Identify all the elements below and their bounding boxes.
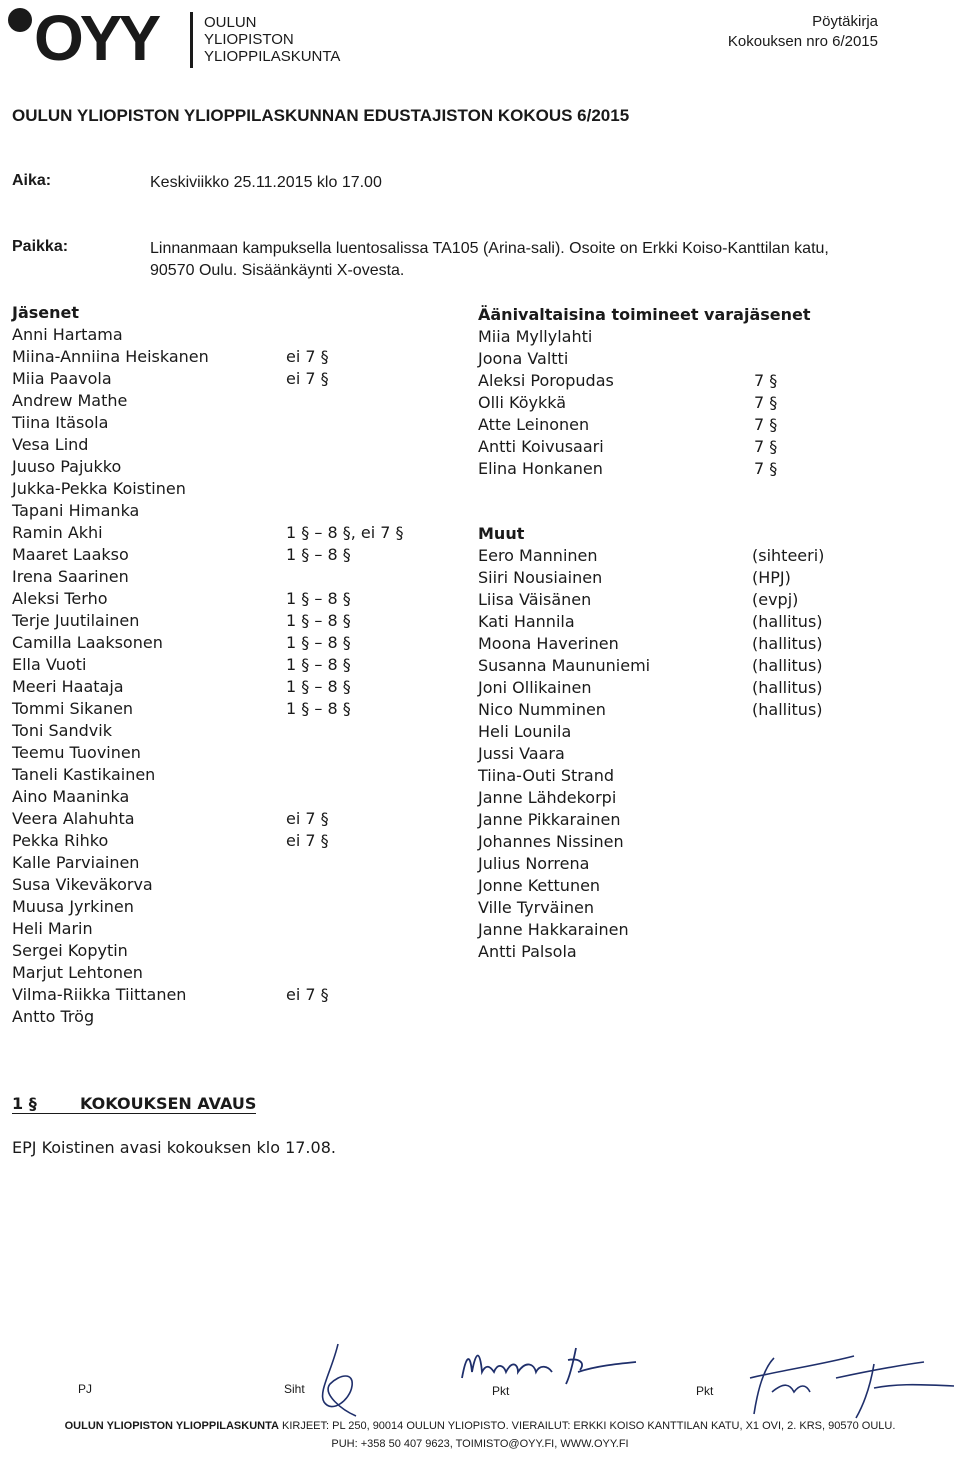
substitute-name: Olli Köykkä [478, 393, 567, 412]
section-number: 1 § [12, 1094, 80, 1114]
other-attendee-note: (hallitus) [752, 678, 823, 697]
other-attendee-note [752, 897, 824, 919]
substitute-note: 7 § [754, 459, 778, 478]
members-list [12, 302, 209, 1028]
footer-address-line [0, 1420, 960, 1432]
member-name: Taneli Kastikainen [12, 765, 156, 784]
signature-siht [300, 1340, 380, 1420]
document-title: OULUN YLIOPISTON YLIOPPILASKUNNAN EDUSTAJISTON KOKOUS 6/2015 [12, 106, 630, 125]
signature-pkt [724, 1348, 960, 1424]
time-value: Keskiviikko 25.11.2015 klo 17.00 [150, 174, 382, 191]
other-attendee-name: Tiina-Outi Strand [478, 766, 614, 785]
member-name: Tommi Sikanen [12, 699, 134, 718]
other-attendee-note [752, 941, 824, 963]
member-name: Aleksi Terho [12, 589, 108, 608]
member-name: Pekka Rihko [12, 831, 109, 850]
member-note [286, 720, 404, 742]
other-attendee-name: Janne Lähdekorpi [478, 788, 617, 807]
other-attendee-note: (sihteeri) [752, 546, 825, 565]
footer-contact: PUH: +358 50 407 9623, TOIMISTO@OYY.FI, WWW.OYY.FI [331, 1438, 629, 1450]
member-name: Aino Maaninka [12, 787, 130, 806]
member-note [286, 874, 404, 896]
substitutes-heading: Äänivaltaisina toimineet varajäsenet [478, 305, 811, 324]
substitute-name: Miia Myllylahti [478, 327, 593, 346]
document-type-label: Pöytäkirja [812, 13, 878, 30]
member-name: Camilla Laaksonen [12, 633, 163, 652]
member-note: 1 § – 8 § [286, 699, 351, 718]
substitute-name: Antti Koivusaari [478, 437, 604, 456]
other-attendee-note [752, 809, 824, 831]
member-note [286, 742, 404, 764]
other-attendee-name: Susanna Maununiemi [478, 656, 651, 675]
substitute-name: Joona Valtti [478, 349, 569, 368]
member-note: 1 § – 8 §, ei 7 § [286, 523, 404, 542]
other-attendee-name: Jonne Kettunen [478, 876, 601, 895]
document-type [728, 12, 878, 52]
other-attendee-note: (hallitus) [752, 612, 823, 631]
other-attendee-note [752, 853, 824, 875]
signature-label-siht: Siht [284, 1382, 305, 1396]
member-note [286, 434, 404, 456]
member-name: Muusa Jyrkinen [12, 897, 134, 916]
member-name: Irena Saarinen [12, 567, 129, 586]
other-attendee-note: (hallitus) [752, 700, 823, 719]
member-note [286, 962, 404, 984]
member-note [286, 786, 404, 808]
substitute-note: 7 § [754, 437, 778, 456]
substitute-name: Elina Honkanen [478, 459, 603, 478]
member-note: 1 § – 8 § [286, 611, 351, 630]
member-note: 1 § – 8 § [286, 677, 351, 696]
member-note: 1 § – 8 § [286, 655, 351, 674]
other-attendee-name: Johannes Nissinen [478, 832, 624, 851]
other-attendee-name: Nico Numminen [478, 700, 606, 719]
member-note: ei 7 § [286, 369, 329, 388]
other-attendee-note [752, 721, 824, 743]
member-note [286, 500, 404, 522]
substitute-note: 7 § [754, 415, 778, 434]
member-note [286, 852, 404, 874]
members-heading: Jäsenet [12, 303, 80, 322]
others-heading: Muut [478, 524, 525, 543]
member-name: Susa Vikeväkorva [12, 875, 153, 894]
member-name: Andrew Mathe [12, 391, 128, 410]
substitutes-notes [754, 326, 777, 480]
member-name: Anni Hartama [12, 325, 123, 344]
other-attendee-note: (evpj) [752, 590, 799, 609]
org-name-line: YLIOPISTON [204, 31, 294, 48]
member-name: Vilma-Riikka Tiittanen [12, 985, 187, 1004]
logo-emblem-icon [8, 8, 32, 32]
footer-address: KIRJEET: PL 250, 90014 OULUN YLIOPISTO. VIERAILUT: ERKKI KOISO KANTTILAN KATU, X1 OVI, 2. KRS, 90570 OULU. [282, 1420, 896, 1432]
other-attendee-note [752, 787, 824, 809]
other-attendee-name: Joni Ollikainen [478, 678, 592, 697]
member-name: Heli Marin [12, 919, 93, 938]
signature-label-pj: PJ [78, 1382, 93, 1396]
member-name: Terje Juutilainen [12, 611, 140, 630]
member-note: 1 § – 8 § [286, 633, 351, 652]
member-name: Tapani Himanka [12, 501, 140, 520]
member-note [286, 896, 404, 918]
member-name: Jukka-Pekka Koistinen [12, 479, 186, 498]
other-attendee-note: (HPJ) [752, 568, 791, 587]
section-text: EPJ Koistinen avasi kokouksen klo 17.08. [12, 1138, 336, 1157]
other-attendee-note [752, 875, 824, 897]
others-names [478, 545, 650, 963]
substitute-note: 7 § [754, 393, 778, 412]
place-label: Paikka: [12, 238, 69, 255]
other-attendee-name: Eero Manninen [478, 546, 598, 565]
other-attendee-name: Julius Norrena [478, 854, 590, 873]
other-attendee-note: (hallitus) [752, 634, 823, 653]
member-note: 1 § – 8 § [286, 545, 351, 564]
org-name [204, 14, 340, 65]
logo: OYY [34, 2, 158, 74]
members-names [12, 324, 209, 1028]
other-attendee-name: Janne Hakkarainen [478, 920, 629, 939]
other-attendee-name: Janne Pikkarainen [478, 810, 621, 829]
meeting-number: Kokouksen nro 6/2015 [727, 33, 878, 50]
other-attendee-note [752, 831, 824, 853]
member-name: Antto Trög [12, 1007, 95, 1026]
other-attendee-name: Heli Lounila [478, 722, 572, 741]
logo-divider [190, 12, 193, 68]
other-attendee-name: Ville Tyrväinen [478, 898, 595, 917]
member-name: Tiina Itäsola [12, 413, 109, 432]
member-name: Veera Alahuhta [12, 809, 135, 828]
member-name: Meeri Haataja [12, 677, 124, 696]
member-name: Vesa Lind [12, 435, 89, 454]
other-attendee-name: Antti Palsola [478, 942, 577, 961]
member-name: Teemu Tuovinen [12, 743, 141, 762]
member-note [286, 412, 404, 434]
substitute-name: Atte Leinonen [478, 415, 590, 434]
org-name-line: OULUN [204, 14, 257, 31]
member-name: Sergei Kopytin [12, 941, 128, 960]
substitute-note [754, 326, 777, 348]
section-title: KOKOUKSEN AVAUS [80, 1094, 257, 1113]
substitute-note: 7 § [754, 371, 778, 390]
other-attendee-name: Kati Hannila [478, 612, 575, 631]
member-note: ei 7 § [286, 985, 329, 1004]
others-list [478, 523, 650, 963]
member-name: Toni Sandvik [12, 721, 112, 740]
section-heading [12, 1094, 256, 1114]
signature-handwritten [456, 1338, 656, 1388]
member-note [286, 324, 404, 346]
substitute-name: Aleksi Poropudas [478, 371, 614, 390]
other-attendee-name: Jussi Vaara [478, 744, 565, 763]
other-attendee-name: Siiri Nousiainen [478, 568, 603, 587]
footer-org: OULUN YLIOPISTON YLIOPPILASKUNTA [64, 1420, 279, 1432]
member-name: Ramin Akhi [12, 523, 103, 542]
member-note: ei 7 § [286, 809, 329, 828]
member-note [286, 1006, 404, 1028]
others-notes [752, 545, 824, 963]
org-name-line: YLIOPPILASKUNTA [204, 48, 341, 65]
time-label: Aika: [12, 172, 52, 189]
member-note [286, 390, 404, 412]
other-attendee-note [752, 743, 824, 765]
member-name: Maaret Laakso [12, 545, 129, 564]
members-notes [286, 324, 404, 1028]
member-name: Miia Paavola [12, 369, 112, 388]
other-attendee-note [752, 919, 824, 941]
member-note [286, 478, 404, 500]
member-note [286, 918, 404, 940]
other-attendee-name: Moona Haverinen [478, 634, 619, 653]
member-name: Marjut Lehtonen [12, 963, 143, 982]
place-value: Linnanmaan kampuksella luentosalissa TA105 (Arina-sali). Osoite on Erkki Koiso-Kanttilan katu, 90570 Oulu. Sisäänkäynti X-ovesta. [150, 240, 829, 279]
member-note: 1 § – 8 § [286, 589, 351, 608]
member-note [286, 456, 404, 478]
member-note [286, 566, 404, 588]
signature-label-pkt: Pkt [696, 1384, 714, 1398]
member-note [286, 940, 404, 962]
member-name: Ella Vuoti [12, 655, 87, 674]
member-name: Kalle Parviainen [12, 853, 140, 872]
member-note [286, 764, 404, 786]
member-name: Miina-Anniina Heiskanen [12, 347, 209, 366]
member-note: ei 7 § [286, 347, 329, 366]
member-name: Juuso Pajukko [12, 457, 122, 476]
other-attendee-note: (hallitus) [752, 656, 823, 675]
other-attendee-name: Liisa Väisänen [478, 590, 592, 609]
member-note: ei 7 § [286, 831, 329, 850]
signature-label-pkt: Pkt [492, 1384, 510, 1398]
other-attendee-note [752, 765, 824, 787]
substitute-note [754, 348, 777, 370]
